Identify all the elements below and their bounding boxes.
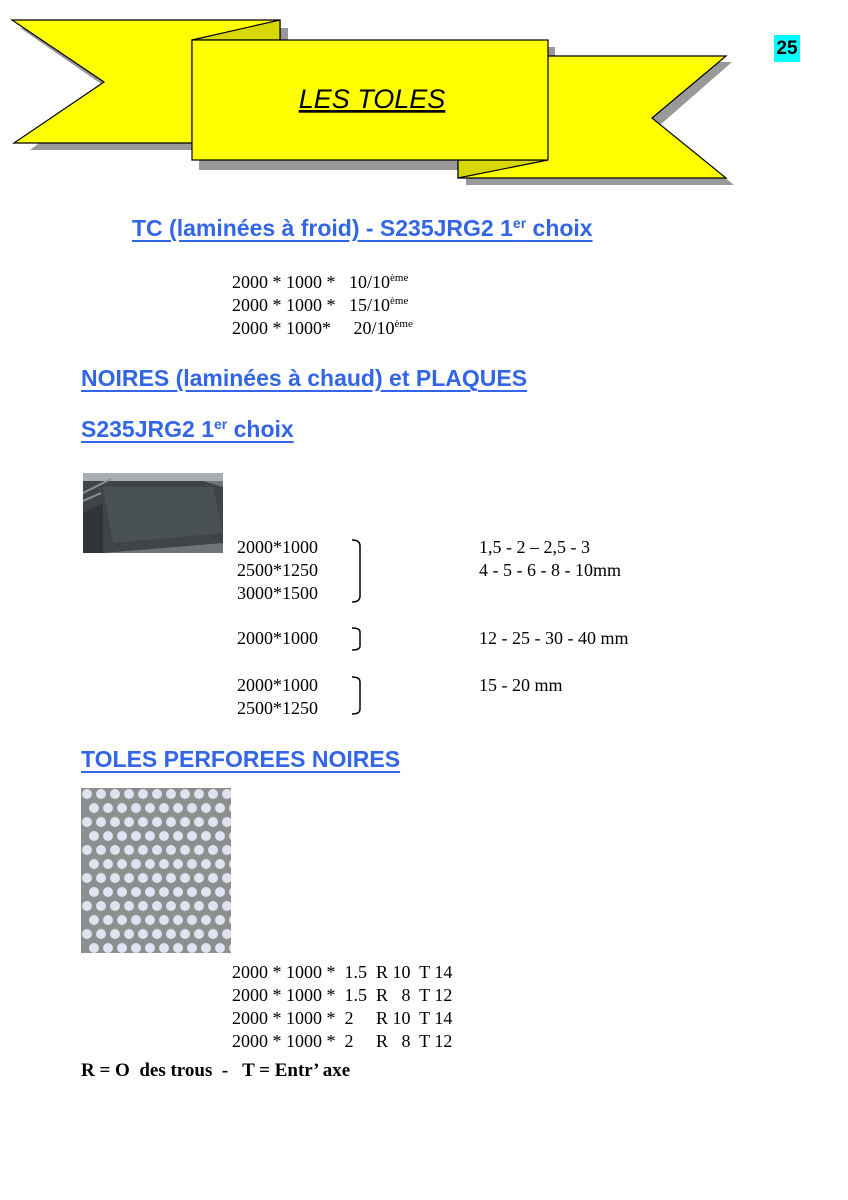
thickness-item: 15 - 20 mm [479,675,563,695]
perforation-hole [180,845,190,855]
size-item: 2500*1250 [237,698,318,718]
section-tc-title: TC (laminées à froid) - S235JRG2 1er choix [132,215,593,241]
perforation-hole [89,943,99,953]
perforation-hole [96,845,106,855]
perforation-hole [180,873,190,883]
page-number: 25 [774,35,800,62]
perforation-hole [215,887,225,897]
perforation-hole [103,803,113,813]
perforation-hole [138,845,148,855]
size-item: 2000*1000 [237,675,318,695]
perforation-hole [89,887,99,897]
perforation-hole [166,901,176,911]
perforation-hole [110,901,120,911]
perforation-hole [166,789,176,799]
perforation-hole [152,873,162,883]
perforation-hole [124,901,134,911]
perf-line: 2000 * 1000 * 2 R 10 T 14 [232,1008,453,1028]
perforation-hole [215,915,225,925]
perforation-hole [187,803,197,813]
perforation-hole [201,943,211,953]
perforation-hole [89,803,99,813]
perforation-hole [124,929,134,939]
section-perforees-title: TOLES PERFOREES NOIRES [81,746,401,772]
perforation-hole [187,859,197,869]
perforation-hole [180,817,190,827]
perf-line: 2000 * 1000 * 2 R 8 T 12 [232,1031,453,1051]
perforation-hole [187,831,197,841]
perforation-hole [215,859,225,869]
perforation-hole [159,887,169,897]
perforation-hole [145,803,155,813]
perforation-hole [89,859,99,869]
perforation-hole [96,929,106,939]
perforation-hole [180,789,190,799]
perforation-hole [103,887,113,897]
perf-line: 2000 * 1000 * 1.5 R 8 T 12 [232,985,453,1005]
perforation-hole [103,859,113,869]
perforation-hole [96,901,106,911]
perforation-hole [173,887,183,897]
perforation-hole [166,929,176,939]
perforation-hole [152,817,162,827]
perforation-hole [82,901,92,911]
perforation-hole [194,873,204,883]
perforation-hole [96,817,106,827]
perforation-hole [159,915,169,925]
perforation-hole [208,929,218,939]
perforation-hole [166,817,176,827]
perforation-hole [138,817,148,827]
perforation-hole [173,943,183,953]
perforation-hole [201,803,211,813]
perforation-hole [173,831,183,841]
perforation-hole [138,873,148,883]
perforation-hole [96,789,106,799]
perforation-hole [208,789,218,799]
perforation-hole [159,943,169,953]
perforation-hole [138,789,148,799]
perforation-hole [110,789,120,799]
perforation-hole [117,915,127,925]
perforation-hole [180,929,190,939]
perforation-hole [173,803,183,813]
perforation-hole [131,915,141,925]
perforation-hole [194,901,204,911]
perforation-hole [208,901,218,911]
perforation-hole [166,845,176,855]
perforated-sheet-photo [81,788,231,953]
group-bracket [350,626,366,652]
perforation-hole [187,943,197,953]
perforation-hole [82,929,92,939]
banner-title: LES TOLES [298,84,446,114]
size-item: 2000*1000 [237,628,318,648]
perforation-hole [110,873,120,883]
legend-text: R = O des trous - T = Entr’ axe [81,1060,351,1081]
perforation-hole [145,943,155,953]
perforation-hole [152,845,162,855]
perforation-hole [131,831,141,841]
perforation-hole [96,873,106,883]
perforation-hole [117,831,127,841]
perforation-hole [117,943,127,953]
perforation-hole [208,873,218,883]
perforation-hole [173,859,183,869]
perforation-hole [89,831,99,841]
thickness-item: 4 - 5 - 6 - 8 - 10mm [479,560,621,580]
perforation-hole [194,929,204,939]
perforation-hole [131,943,141,953]
perforation-hole [145,859,155,869]
perforation-hole [201,831,211,841]
size-item: 3000*1500 [237,583,318,603]
perforation-hole [124,845,134,855]
perforation-hole [215,943,225,953]
perforation-hole [194,845,204,855]
group-bracket [350,538,366,604]
perforation-hole [103,943,113,953]
perforation-hole [152,929,162,939]
perforation-hole [208,817,218,827]
section-noires-subtitle: S235JRG2 1er choix [81,416,294,442]
perforation-hole [117,887,127,897]
perforation-hole [152,901,162,911]
perforation-hole [131,803,141,813]
perforation-hole [82,817,92,827]
group-bracket [350,675,366,717]
perforation-hole [215,803,225,813]
perforation-hole [187,915,197,925]
perforation-hole [180,901,190,911]
perforation-hole [117,859,127,869]
tc-line: 2000 * 1000 * 15/10ème [232,295,409,315]
perforation-hole [124,873,134,883]
size-item: 2500*1250 [237,560,318,580]
perforation-hole [159,859,169,869]
tc-line: 2000 * 1000* 20/10ème [232,318,413,338]
perforation-hole [145,887,155,897]
perforation-hole [201,915,211,925]
perforation-hole [82,845,92,855]
perforation-hole [159,803,169,813]
perforation-hole [152,789,162,799]
tc-line: 2000 * 1000 * 10/10ème [232,272,409,292]
steel-plate-photo [83,473,223,553]
perforation-hole [89,915,99,925]
perforation-hole [124,789,134,799]
perforation-hole [110,845,120,855]
thickness-item: 12 - 25 - 30 - 40 mm [479,628,629,648]
perforation-hole [159,831,169,841]
perforation-hole [215,831,225,841]
perf-line: 2000 * 1000 * 1.5 R 10 T 14 [232,962,453,982]
perforation-hole [82,789,92,799]
perforation-hole [131,887,141,897]
perforation-hole [117,803,127,813]
size-item: 2000*1000 [237,537,318,557]
perforation-hole [201,887,211,897]
perforation-hole [82,873,92,883]
perforation-hole [187,887,197,897]
perforation-hole [145,831,155,841]
section-noires-title: NOIRES (laminées à chaud) et PLAQUES [81,365,528,391]
perforation-hole [194,789,204,799]
perforation-hole [166,873,176,883]
perforation-hole [103,915,113,925]
ribbon-banner [0,0,760,200]
thickness-item: 1,5 - 2 – 2,5 - 3 [479,537,590,557]
perforation-hole [194,817,204,827]
perforation-hole [138,929,148,939]
perforation-hole [201,859,211,869]
perforation-hole [208,845,218,855]
perforation-hole [131,859,141,869]
perforation-hole [138,901,148,911]
perforation-hole [173,915,183,925]
perforation-hole [124,817,134,827]
perforation-hole [110,817,120,827]
perforation-hole [110,929,120,939]
perforation-hole [145,915,155,925]
perforation-hole [103,831,113,841]
